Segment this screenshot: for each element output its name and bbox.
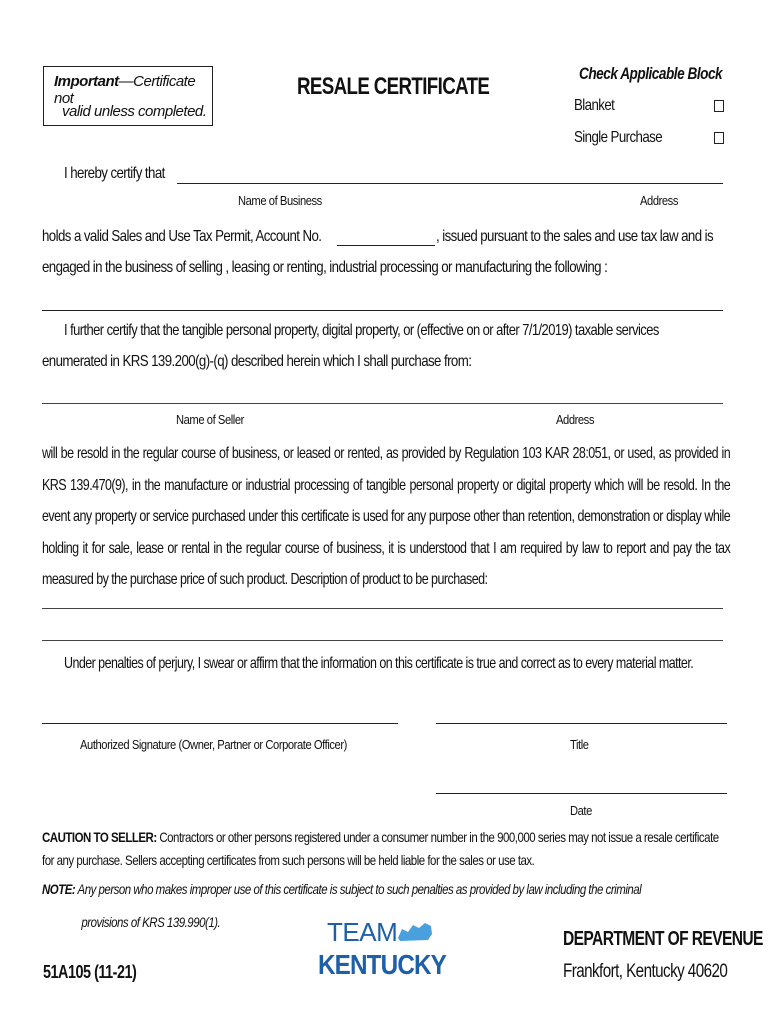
important-notice-line2: valid unless completed. bbox=[62, 103, 207, 120]
seller-address-label: Address bbox=[556, 412, 595, 427]
permit-line1b: , issued pursuant to the sales and use tax law and is bbox=[436, 228, 714, 245]
further-line2: enumerated in KRS 139.200(g)-(q) described herein which I shall purchase from: bbox=[42, 353, 472, 370]
check-block-heading: Check Applicable Block bbox=[579, 64, 723, 83]
business-description-field[interactable] bbox=[42, 310, 723, 311]
kentucky-shape-icon bbox=[398, 923, 432, 941]
note-paragraph: NOTE: Any person who makes improper use of this certificate is subject to such penalties as provided by law including the criminal provisions of KRS 139.990(1). bbox=[42, 881, 642, 930]
account-number-field[interactable] bbox=[337, 245, 435, 246]
blanket-label: Blanket bbox=[574, 97, 615, 114]
business-address-label: Address bbox=[640, 193, 679, 208]
blanket-checkbox[interactable] bbox=[714, 100, 724, 112]
product-description-line1[interactable] bbox=[42, 608, 723, 609]
team-kentucky-logo bbox=[318, 914, 458, 980]
business-name-label: Name of Business bbox=[238, 193, 322, 208]
signature-label: Authorized Signature (Owner, Partner or Corporate Officer) bbox=[80, 737, 347, 752]
single-purchase-checkbox[interactable] bbox=[714, 132, 724, 144]
single-purchase-label: Single Purchase bbox=[574, 129, 663, 146]
department-city: Frankfort, Kentucky 40620 bbox=[563, 961, 728, 982]
logo-team-text: TEAM bbox=[327, 917, 398, 947]
seller-name-label: Name of Seller bbox=[176, 412, 244, 427]
page-title: RESALE CERTIFICATE bbox=[297, 73, 490, 100]
perjury-statement: Under penalties of perjury, I swear or affirm that the information on this certificate is true and correct as to every material matter. bbox=[64, 655, 694, 672]
date-field[interactable] bbox=[436, 793, 727, 794]
permit-line2: engaged in the business of selling , leasing or renting, industrial processing or manufacturing the following : bbox=[42, 259, 608, 276]
certify-intro: I hereby certify that bbox=[64, 165, 165, 182]
resold-paragraph: will be resold in the regular course of business, or leased or rented, as provided by Regulation 103 KAR 28:051, or used, as provided in KRS 139.470(9), in the manufacture or industrial processing of tangible personal property or digital property which will be resold. In the event any property or service purchased under this certificate is used for any purpose other than retention, demonstration or display while holding it for sale, lease or rental in the regular course of business, it is understood that I am required by law to report and pay the tax measured by the purchase price of such product. Description of product to be purchased: bbox=[42, 445, 731, 588]
important-notice-box bbox=[43, 66, 213, 126]
department-name: DEPARTMENT OF REVENUE bbox=[563, 928, 763, 950]
product-description-line2[interactable] bbox=[42, 640, 723, 641]
title-label: Title bbox=[570, 737, 589, 752]
important-notice-line1: Important—Certificate not bbox=[54, 73, 196, 107]
seller-name-address-field[interactable] bbox=[42, 403, 723, 404]
kentucky-state-icon bbox=[318, 914, 458, 980]
title-field[interactable] bbox=[436, 723, 727, 724]
logo-kentucky-text: KENTUCKY bbox=[318, 949, 448, 980]
business-name-address-field[interactable] bbox=[177, 183, 723, 184]
caution-to-seller: CAUTION TO SELLER: Contractors or other persons registered under a consumer number in the 900,000 series may not issue a resale certificate for any purchase. Sellers accepting certificates from such persons will be held liable for the sales or use tax. bbox=[42, 829, 719, 868]
form-number: 51A105 (11-21) bbox=[43, 962, 137, 982]
date-label: Date bbox=[570, 803, 592, 818]
permit-line1a: holds a valid Sales and Use Tax Permit, Account No. bbox=[42, 228, 322, 245]
signature-field[interactable] bbox=[42, 723, 398, 724]
further-line1: I further certify that the tangible personal property, digital property, or (effective on or after 7/1/2019) taxable services bbox=[64, 322, 659, 339]
